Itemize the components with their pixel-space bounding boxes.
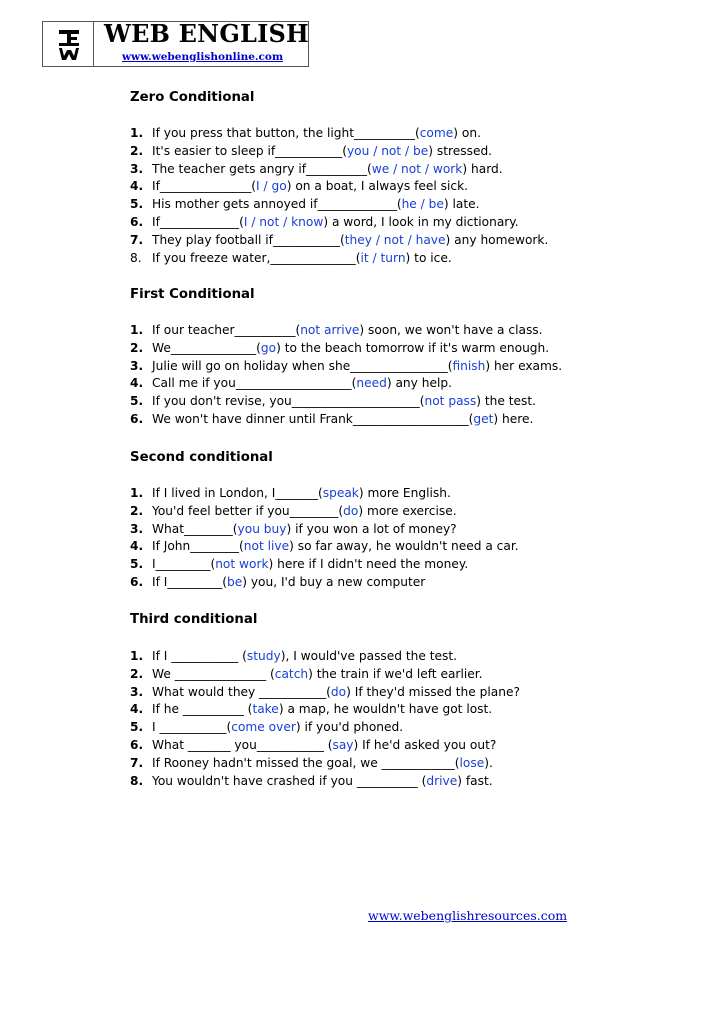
verb-hint: come over [231, 720, 296, 735]
item-text-end: ). [484, 755, 493, 770]
item-text: They play football if___________( [152, 232, 345, 247]
item-number: 1. [130, 486, 144, 500]
item-number: 3. [130, 684, 144, 699]
item-text: What _______ you___________ ( [152, 737, 333, 752]
item-text-end: ) stressed. [428, 143, 493, 158]
item-text: His mother gets annoyed if_____________( [152, 197, 402, 212]
web-english-logo-icon [43, 22, 94, 66]
item-text: You'd feel better if you________( [152, 503, 344, 518]
verb-hint: not pass [424, 394, 477, 409]
item-number: 7. [130, 755, 144, 770]
item-number: 6. [130, 214, 144, 229]
verb-hint: you / not / be [346, 143, 429, 158]
section-first-conditional [130, 286, 563, 426]
verb-hint: study [246, 649, 281, 663]
section-title: First Conditional [130, 287, 255, 302]
item-number: 6. [130, 737, 144, 752]
item-number: 2. [130, 503, 144, 518]
item-number: 4. [130, 539, 144, 554]
item-text-end: ) more English. [358, 486, 451, 500]
item-number: 3. [130, 521, 144, 536]
item-text-end: ), I would've passed the test. [280, 649, 458, 663]
item-text-end: ) if you'd phoned. [295, 720, 404, 735]
section-title: Third conditional [130, 612, 258, 627]
item-number: 8. [130, 250, 142, 265]
item-text-end: ) on a boat, I always feel sick. [286, 179, 469, 194]
item-text: If you press that button, the light__________( [152, 126, 420, 140]
verb-hint: do [343, 503, 359, 518]
header-url-link[interactable]: www.webenglishonline.com [122, 51, 284, 63]
item-text: The teacher gets angry if__________( [152, 161, 372, 176]
verb-hint: you buy [237, 521, 287, 536]
verb-hint: say [332, 737, 354, 752]
item-text: You wouldn't have crashed if you __________ ( [152, 773, 427, 788]
item-text-end: ) a word, I look in my dictionary. [323, 214, 519, 229]
item-text: If I_________( [152, 574, 227, 589]
item-number: 5. [130, 720, 144, 735]
item-number: 4. [130, 376, 144, 391]
item-text-end: ) soon, we won't have a class. [359, 323, 543, 337]
item-text-end: ) the test. [476, 394, 537, 409]
item-number: 4. [130, 179, 144, 194]
item-text: We______________( [152, 340, 261, 355]
item-text-end: ) If they'd missed the plane? [346, 684, 520, 699]
verb-hint: finish [452, 358, 486, 373]
verb-hint: not arrive [300, 323, 360, 337]
item-number: 6. [130, 574, 144, 589]
item-text-end: ) you, I'd buy a new computer [242, 574, 426, 589]
item-number: 3. [130, 161, 144, 176]
item-number: 2. [130, 143, 144, 158]
item-text-end: ) late. [443, 197, 480, 212]
item-number: 3. [130, 358, 144, 373]
site-header [42, 21, 309, 67]
item-text: It's easier to sleep if___________( [152, 143, 347, 158]
item-text: Julie will go on holiday when she________________( [152, 358, 453, 373]
item-text: If John________( [152, 539, 244, 554]
verb-hint: speak [322, 486, 359, 500]
item-number: 8. [130, 773, 144, 788]
item-text: If Rooney hadn't missed the goal, we ____________( [152, 755, 460, 770]
item-text: If_______________( [152, 179, 257, 194]
item-text: If you freeze water,______________( [152, 250, 361, 265]
item-number: 5. [130, 557, 144, 572]
verb-hint: come [419, 126, 454, 140]
item-text-end: ) her exams. [485, 358, 563, 373]
item-number: 2. [130, 666, 144, 681]
item-number: 2. [130, 340, 144, 355]
item-text-end: ) to ice. [405, 250, 452, 265]
item-text-end: ) here. [493, 411, 534, 426]
item-text-end: ) here if I didn't need the money. [268, 557, 469, 572]
section-third-conditional [130, 611, 520, 788]
verb-hint: go [260, 340, 277, 355]
item-text: What________( [152, 521, 238, 536]
item-text: If I lived in London, I_______( [152, 486, 323, 500]
verb-hint: catch [274, 666, 309, 681]
item-text: If he __________ ( [152, 702, 253, 717]
verb-hint: take [252, 702, 279, 717]
item-text: I_________( [152, 557, 216, 572]
verb-hint: it / turn [360, 250, 406, 265]
verb-hint: be [226, 574, 243, 589]
item-text: If_____________( [152, 214, 244, 229]
verb-hint: do [330, 684, 347, 699]
item-text: If I ___________ ( [152, 649, 247, 663]
item-text-end: ) to the beach tomorrow if it's warm enough. [276, 340, 550, 355]
verb-hint: get [473, 411, 494, 426]
item-text-end: ) any homework. [445, 232, 549, 247]
footer-url-link[interactable]: www.webenglishresources.com [368, 908, 568, 923]
item-text: I ___________( [152, 720, 232, 735]
item-number: 1. [130, 126, 144, 140]
item-text: We won't have dinner until Frank___________________( [152, 411, 474, 426]
verb-hint: lose [459, 755, 485, 770]
item-number: 1. [130, 323, 144, 337]
item-text: Call me if you___________________( [152, 376, 357, 391]
verb-hint: drive [426, 773, 458, 788]
verb-hint: not live [243, 539, 290, 554]
item-text-end: ) more exercise. [358, 503, 457, 518]
section-title: Second conditional [130, 450, 273, 465]
item-text: What would they ___________( [152, 684, 331, 699]
section-second-conditional [130, 449, 519, 589]
item-number: 5. [130, 197, 144, 212]
item-text: If our teacher__________( [152, 323, 301, 337]
item-number: 7. [130, 232, 144, 247]
item-text-end: ) the train if we'd left earlier. [308, 666, 483, 681]
item-number: 5. [130, 394, 144, 409]
item-text-end: ) on. [453, 126, 481, 140]
item-text-end: ) any help. [386, 376, 452, 391]
verb-hint: they / not / have [344, 232, 446, 247]
verb-hint: I / go [256, 179, 287, 194]
section-title: Zero Conditional [130, 90, 255, 105]
item-text: If you don't revise, you_____________________( [152, 394, 425, 409]
item-text-end: ) fast. [457, 773, 493, 788]
verb-hint: we / not / work [371, 161, 463, 176]
verb-hint: need [356, 376, 387, 391]
brand-name: WEB ENGLISH [104, 19, 309, 48]
item-text-end: ) hard. [462, 161, 503, 176]
verb-hint: he / be [401, 197, 444, 212]
item-text-end: ) if you won a lot of money? [286, 521, 457, 536]
item-number: 4. [130, 702, 144, 717]
item-text: We _______________ ( [152, 666, 275, 681]
section-zero-conditional [130, 89, 549, 265]
item-text-end: ) so far away, he wouldn't need a car. [289, 539, 519, 554]
item-text-end: ) If he'd asked you out? [353, 737, 497, 752]
verb-hint: not work [215, 557, 269, 572]
verb-hint: I / not / know [243, 214, 324, 229]
item-number: 6. [130, 411, 144, 426]
item-number: 1. [130, 649, 144, 663]
item-text-end: ) a map, he wouldn't have got lost. [278, 702, 493, 717]
